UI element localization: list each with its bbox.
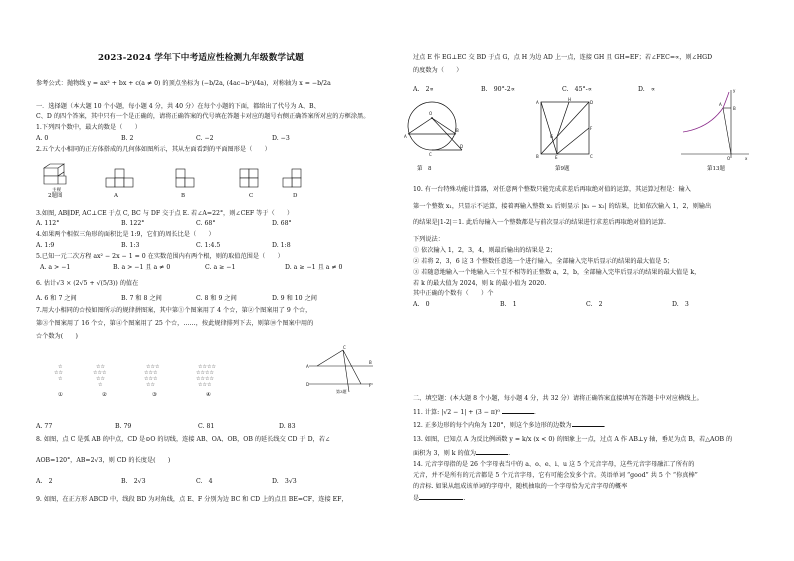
q8-stem-1: 8. 如图，点 C 是弧 AB 的中点，CD 是⊙O 的切线，连接 AB、OA、OB，OB 的延长线交 CD 于 D，若∠ [36,436,331,443]
q7-stem-2: 第③个图案用了 16 个☆，第④个图案用了 25 个☆，……，按此规律排列下去，则第⑩个图案中用的 [36,320,314,327]
q3-option-d: D. 68° [272,220,292,227]
q4-option-c: C. 1:4.5 [196,242,221,249]
page-title: 2023-2024 学年下中考适应性检测九年级数学试题 [98,53,304,63]
q11-answer-blank [502,408,534,414]
q2-label-b: B [181,193,186,199]
q9-figure-caption: 第9题 [555,166,570,172]
q10-option-b: B. 1 [500,301,517,308]
section1-intro-2: C、D 的四个答案，其中只有一个是正确的，请将正确答案的代号填在答题卡对应的题号右侧正确答案所对应的方框涂黑。 [36,113,370,120]
svg-text:D: D [590,100,594,105]
q12: 12. 正多边形的每个内角为 120°，则这个多边形的边数为 . [413,422,606,429]
q6-stem: 6. 估计√3 × (2√5 + √(5/3)) 的值在 [36,280,139,287]
svg-text:D: D [306,382,310,387]
q9-stem-3: 的度数为（ ） [413,67,463,74]
svg-text:A: A [536,100,539,105]
svg-text:☆☆☆☆: ☆☆☆☆ [196,370,214,376]
svg-text:☆: ☆ [98,382,103,388]
svg-text:☆☆☆: ☆☆☆ [144,376,158,382]
q1-stem: 1.下列四个数中，最大的数是（ ） [36,124,141,131]
q7-fig3-label: ③ [152,392,157,398]
q11: 11. 计算: |√2 − 1| + (3 − π)⁰ . [413,409,536,416]
q6-option-a: A. 6 和 7 之间 [36,295,77,302]
section2-intro: 二、填空题：(本大题 8 个小题，每小题 4 分，共 32 分）请将正确答案直接填写在答题卡中对应横线上。 [413,395,703,402]
q9-option-b: B. 90°-2∝ [481,86,515,93]
q7-fig1-label: ① [58,392,63,398]
q5-stem: 5.已知一元二次方程 ax² − 2x − 1 = 0 在实数范围内有两个根，则的取值范围是（ ） [36,253,284,260]
q10-option-c: C. 2 [586,301,603,308]
q10-statement-3: ③ 若随意地输入一个地输入三个互不相等的正整数 a，2，b，全部输入完毕后显示的结果的最大值是 k， [413,269,701,276]
svg-text:☆: ☆ [58,376,63,382]
svg-text:G: G [550,134,554,139]
q5-option-d: D. a ≥ −1 且 a ≠ 0 [285,264,343,271]
q7-fig2-label: ② [102,392,107,398]
svg-text:F: F [369,383,372,388]
q13-line-1: 13. 如图，已知点 A 为反比例函数 y = k/x (x < 0) 的图象上一点，过点 A 作 AB⊥y 轴，垂足为点 B，若△AOB 的 [413,436,733,443]
q12-text: 12. 正多边形的每个内角为 120°，则这个多边形的边数为 [413,422,572,429]
q10-statement-4: 若 k 的最大值为 2024，则 k 的最小值为 2020. [413,280,547,287]
q3-option-b: B. 122° [121,220,145,227]
q8-figure-caption: 第 8 [417,166,432,172]
svg-text:☆☆☆: ☆☆☆ [93,370,107,376]
section1-intro: 一．选择题（本大题 10 个小题，每小题 4 分，共 40 分）在每个小题的下面，都给出了代号为 A、B、 [36,103,320,110]
q4-option-b: B. 1:3 [121,242,140,249]
q7-stem-3: ☆个数为( ) [36,333,78,340]
q5-option-b: B. a > −1 且 a ≠ 0 [113,264,171,271]
q9-option-c: C. 45°-∝ [562,86,592,93]
q10-option-a: A. 0 [413,301,430,308]
svg-text:x: x [745,156,748,161]
q11-text: 11. 计算: |√2 − 1| + (3 − π)⁰ [413,409,500,416]
q8-option-c: C. 4 [196,478,213,485]
q9-square-figure [535,98,595,160]
q9-stem-2: 过点 E 作 EG⊥EC 交 BD 于点 G，点 H 为边 AD 上一点，连接 GH 且 GH=EF；若∠FEC=∝，则∠HGD [413,54,713,61]
q2-front-label: 主视 [52,188,61,193]
q5-option-c: C. a ≥ −1 [205,264,236,271]
q10-stem-2: 第一个整数 x₁，只显示不运算，接着再输入整数 x₂ 后则显示 |x₁ − x₂| 的结果，比如依次输入 1，2，则输出 [413,203,712,210]
q13-hyperbola-figure [679,88,751,160]
svg-text:B: B [536,154,539,159]
svg-text:☆☆☆: ☆☆☆ [146,364,160,370]
q1-option-a: A. 0 [36,135,49,142]
q14-line-2: 元音，并不是所有的元音都是 5 个元音字母，它有可能会发多个音。英语单词 “good” 共 5 个 “你真棒” [413,472,698,479]
q10-stem-4: 下列说法： [413,236,444,243]
q14-line-1: 14. 元音字母指的是 26 个字母表当中的 a、o、e、i、u 这 5 个元音字母，这些元音字母融汇了所有的 [413,461,695,468]
q13-text: 面积为 3，则 k 的值为 [413,450,477,457]
svg-text:☆☆: ☆☆ [96,376,105,382]
q9-stem-1: 9. 如图，在正方形 ABCD 中，线段 BD 为对角线，点 E、F 分别为边 BC 和 CD 上的点且 BE=CF，连接 EF， [36,496,348,503]
svg-text:A: A [404,134,407,139]
q10-stem-3: 的结果是|1-2|＝1. 此后每输入一个整数都是与前次显示的结果进行求差后再取绝对值的运算. [413,219,666,226]
svg-text:☆: ☆ [58,364,63,370]
q13-line-2: 面积为 3，则 k 的值为 . [413,450,511,457]
q12-answer-blank [572,421,604,427]
right-column [397,0,794,561]
q13-answer-blank [476,449,508,455]
q10-statement-1: ① 依次输入 1，2，3，4，则最后输出的结果是 2； [413,247,557,254]
svg-text:O: O [429,111,433,116]
q10-statement-2: ② 若将 2，3，6 这 3 个整数任意选一个进行输入，全部输入完毕后显示的结果的最大值是 5； [413,258,674,265]
q1-option-b: B. 2 [121,135,134,142]
svg-text:B: B [456,128,459,133]
q4-stem: 4.如果两个相似三角形的面积比是 1:9，它们的周长比是（ ） [36,231,215,238]
svg-text:☆☆☆: ☆☆☆ [198,382,212,388]
q2-label-d: D [293,193,298,199]
svg-text:C: C [590,154,593,159]
q8-option-a: A. 2 [36,478,53,485]
svg-text:B: B [369,360,372,365]
svg-text:D: D [460,144,464,149]
svg-text:A: A [719,102,722,107]
q3-option-a: A. 112° [36,220,60,227]
svg-text:F: F [590,126,593,131]
svg-text:E: E [555,155,558,160]
q14-line-4: 是 . [413,495,466,502]
q9-option-a: A. 2∝ [413,86,434,93]
q10-option-d: D. 3 [672,301,689,308]
q7-option-a: A. 77 [36,423,53,430]
q3-option-c: C. 68° [196,220,216,227]
q14-line-3: 的音标. 如果从组成该单词的字母中，随机抽取的一个字母恰为元音字母的概率 [413,483,628,490]
svg-text:A: A [306,364,309,369]
svg-text:☆☆☆☆: ☆☆☆☆ [198,364,216,370]
svg-text:☆☆☆☆: ☆☆☆☆ [196,376,214,382]
q14-text: 是 [413,495,420,502]
q2-stem: 2.五个大小相同的正方体搭成的几何体如图所示，其从左面看到的平面图形是（ ） [36,146,271,153]
q5-option-a: A. a > −1 [40,264,71,271]
q9-option-d: D. ∝ [638,86,656,93]
q2-label-a: A [114,193,118,199]
q6-option-d: D. 9 和 10 之间 [272,295,317,302]
q8-option-d: D. 3√3 [272,478,297,485]
q7-fig4-label: ④ [206,392,211,398]
q13-figure-caption: 第13题 [707,166,725,172]
q8-stem-2: AOB=120°，AB=2√3，则 CD 的长度是( ) [36,457,171,464]
q6-option-b: B. 7 和 8 之间 [121,295,162,302]
q10-stem-5: 其中正确的个数有（ ）个 [413,290,494,297]
q8-circle-figure [404,100,466,160]
svg-text:☆☆: ☆☆ [54,370,63,376]
q3-figure-caption: 第3题 [336,389,347,394]
q1-option-c: C. −2 [196,135,214,142]
q7-option-d: D. 83 [279,423,296,430]
q14-answer-blank [419,494,463,500]
reference-formula: 参考公式：抛物线 y = ax² + bx + c(a ≠ 0) 的顶点坐标为 (−b/2a, (4ac−b²)/4a)，对称轴为 x = −b/2a [36,80,331,87]
svg-text:☆☆: ☆☆ [96,364,105,370]
svg-text:C: C [343,345,346,350]
q7-stem-1: 7.用大小相同的☆按如图所示的规律拼图案，其中第①个图案用了 4 个☆，第②个图案用了 9 个☆， [36,307,312,314]
svg-text:H: H [568,97,572,102]
q3-stem: 3.如图, AB∥DF, AC⊥CE 于点 C, BC 与 DF 交于点 E. 若∠A=22°，则∠CEF 等于（ ） [36,210,294,217]
svg-text:B: B [733,106,736,111]
svg-text:☆☆☆: ☆☆☆ [144,370,158,376]
q2-caption: 2题图 [48,193,63,199]
svg-text:O: O [727,156,731,161]
q7-star-patterns [50,363,250,395]
q7-option-b: B. 79 [115,423,132,430]
q1-option-d: D. −3 [272,135,290,142]
q7-option-c: C. 81 [198,423,215,430]
svg-text:☆☆: ☆☆ [146,382,155,388]
q10-stem-1: 10. 有一台特殊功能计算器，对任意两个整数只能完成求差后再取绝对值的运算，其运算过程是：输入 [413,186,691,193]
q8-option-b: B. 2√3 [121,478,146,485]
q4-option-a: A. 1:9 [36,242,55,249]
q6-option-c: C. 8 和 9 之间 [196,295,237,302]
svg-text:y: y [733,88,736,93]
q4-option-d: D. 1:8 [272,242,291,249]
svg-text:C: C [429,152,432,157]
q2-label-c: C [249,193,254,199]
